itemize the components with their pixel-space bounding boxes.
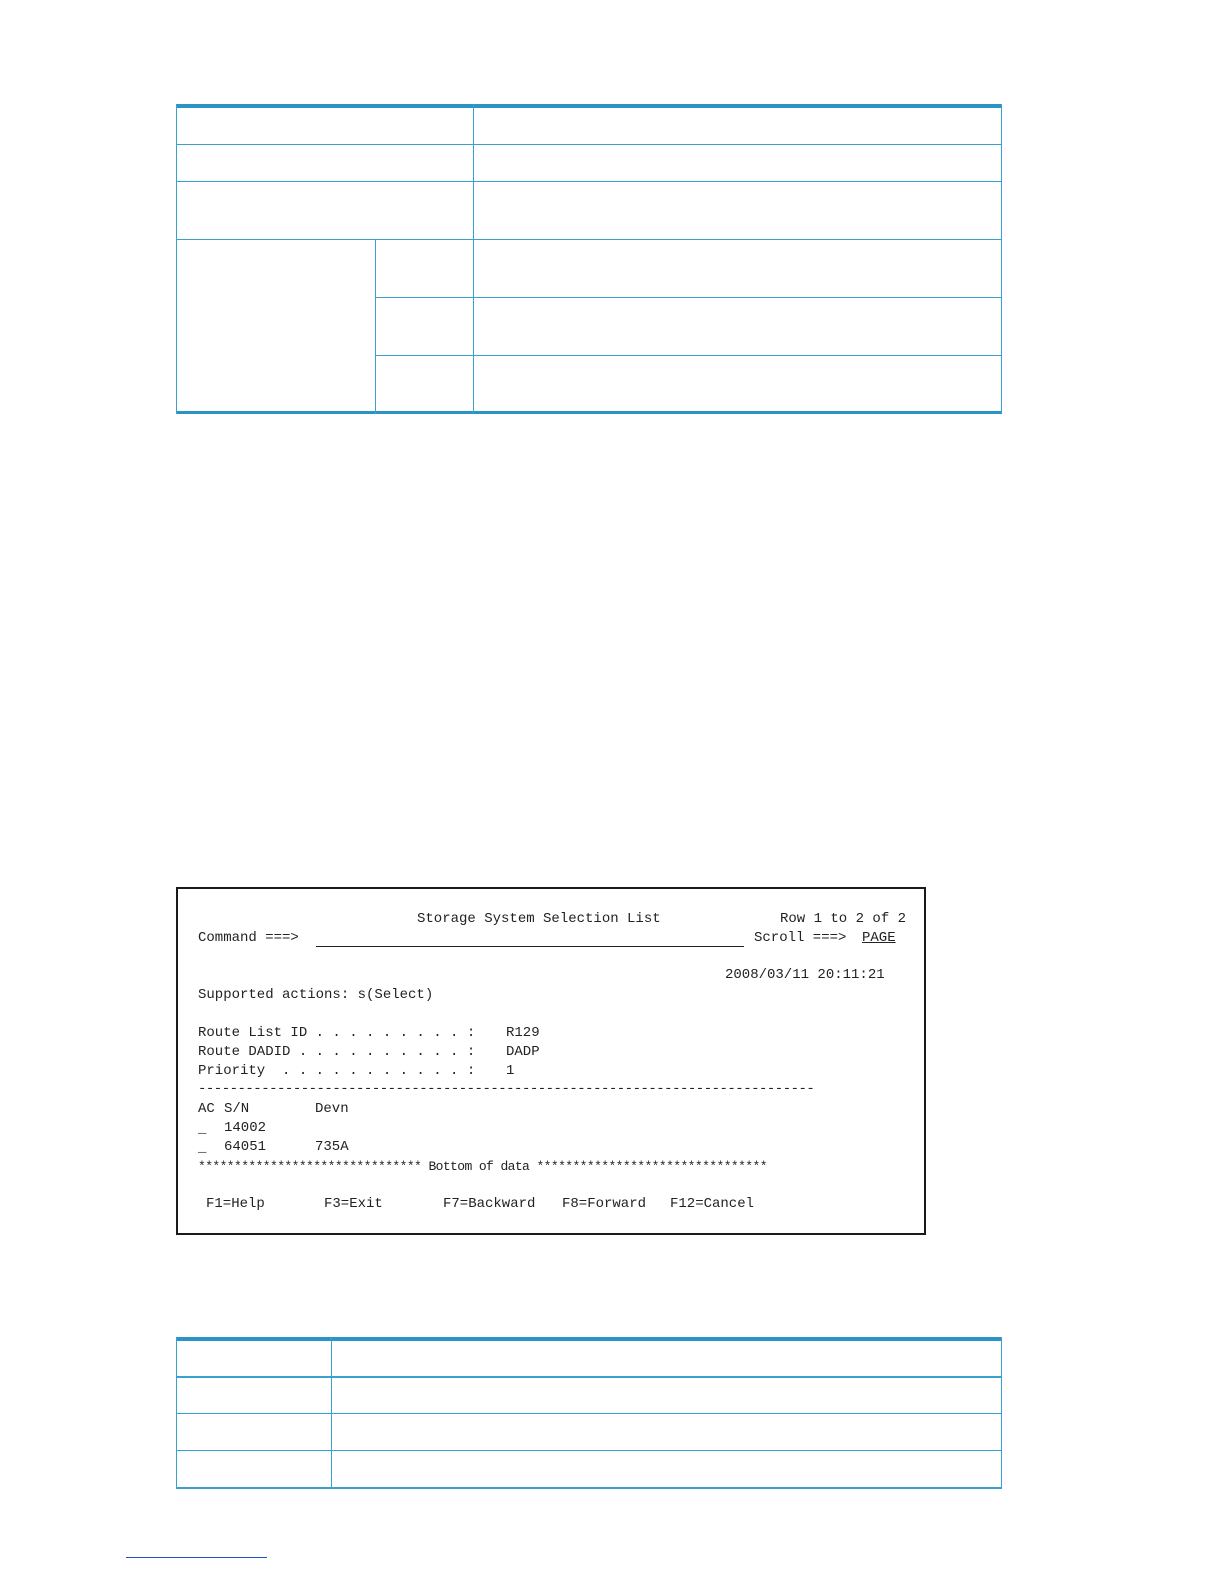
field-route-dadid-value: DADP xyxy=(506,1044,540,1060)
column-header-sn: S/N xyxy=(224,1101,250,1117)
column-header-devn: Devn xyxy=(315,1101,349,1117)
fkey-cancel[interactable]: F12=Cancel xyxy=(670,1196,755,1212)
top-table-row-divider xyxy=(375,297,1002,298)
top-table-col-divider xyxy=(473,104,474,414)
top-table-bottom-rule xyxy=(176,411,1002,414)
command-input[interactable] xyxy=(316,930,744,946)
bottom-of-data-marker: ******************************* Bottom of data ******************************** xyxy=(198,1159,767,1174)
top-table-col-divider xyxy=(375,239,376,414)
supported-actions: Supported actions: s(Select) xyxy=(198,987,434,1003)
screen-title: Storage System Selection List xyxy=(417,911,661,927)
row-action-input[interactable]: _ xyxy=(198,1121,207,1137)
top-table-row-divider xyxy=(176,239,1002,240)
field-priority-value: 1 xyxy=(506,1063,515,1079)
scroll-label: Scroll ===> xyxy=(754,930,847,946)
field-route-list-id-label: Route List ID . . . . . . . . . : xyxy=(198,1025,476,1041)
row-indicator: Row 1 to 2 of 2 xyxy=(780,911,907,927)
bottom-table-row-divider xyxy=(176,1450,1002,1451)
row-devn: 735A xyxy=(315,1139,349,1155)
bottom-table-row-divider xyxy=(176,1487,1002,1489)
bottom-table-header-rule xyxy=(176,1337,1002,1341)
bottom-table-col-divider xyxy=(176,1337,177,1489)
separator-line: ------------------------------------------------------------------------------ xyxy=(198,1081,815,1097)
top-table-row-divider xyxy=(176,181,1002,182)
column-header-ac: AC xyxy=(198,1101,215,1117)
top-table-header-rule xyxy=(176,104,1002,108)
bottom-table-col-divider xyxy=(331,1337,332,1489)
scroll-value-input[interactable]: PAGE xyxy=(862,930,896,946)
top-table-col-divider xyxy=(1001,104,1002,414)
command-label: Command ===> xyxy=(198,930,299,946)
fkey-backward[interactable]: F7=Backward xyxy=(443,1196,536,1212)
footnote-rule xyxy=(126,1557,267,1558)
fkey-forward[interactable]: F8=Forward xyxy=(562,1196,647,1212)
command-input-underline xyxy=(316,946,744,947)
fkey-exit[interactable]: F3=Exit xyxy=(324,1196,383,1212)
field-route-list-id-value: R129 xyxy=(506,1025,540,1041)
row-sn: 14002 xyxy=(224,1120,267,1136)
bottom-table-col-divider xyxy=(1001,1337,1002,1489)
top-table-row-divider xyxy=(375,355,1002,356)
field-route-dadid-label: Route DADID . . . . . . . . . . : xyxy=(198,1044,476,1060)
field-priority-label: Priority . . . . . . . . . . . : xyxy=(198,1063,476,1079)
row-sn: 64051 xyxy=(224,1139,267,1155)
bottom-table-row-divider xyxy=(176,1376,1002,1378)
bottom-table-row-divider xyxy=(176,1413,1002,1414)
top-table-row-divider xyxy=(176,144,1002,145)
fkey-help[interactable]: F1=Help xyxy=(206,1196,265,1212)
top-table-col-divider xyxy=(176,104,177,414)
row-action-input[interactable]: _ xyxy=(198,1140,207,1156)
terminal-screen xyxy=(176,887,926,1235)
timestamp: 2008/03/11 20:11:21 xyxy=(725,967,885,983)
